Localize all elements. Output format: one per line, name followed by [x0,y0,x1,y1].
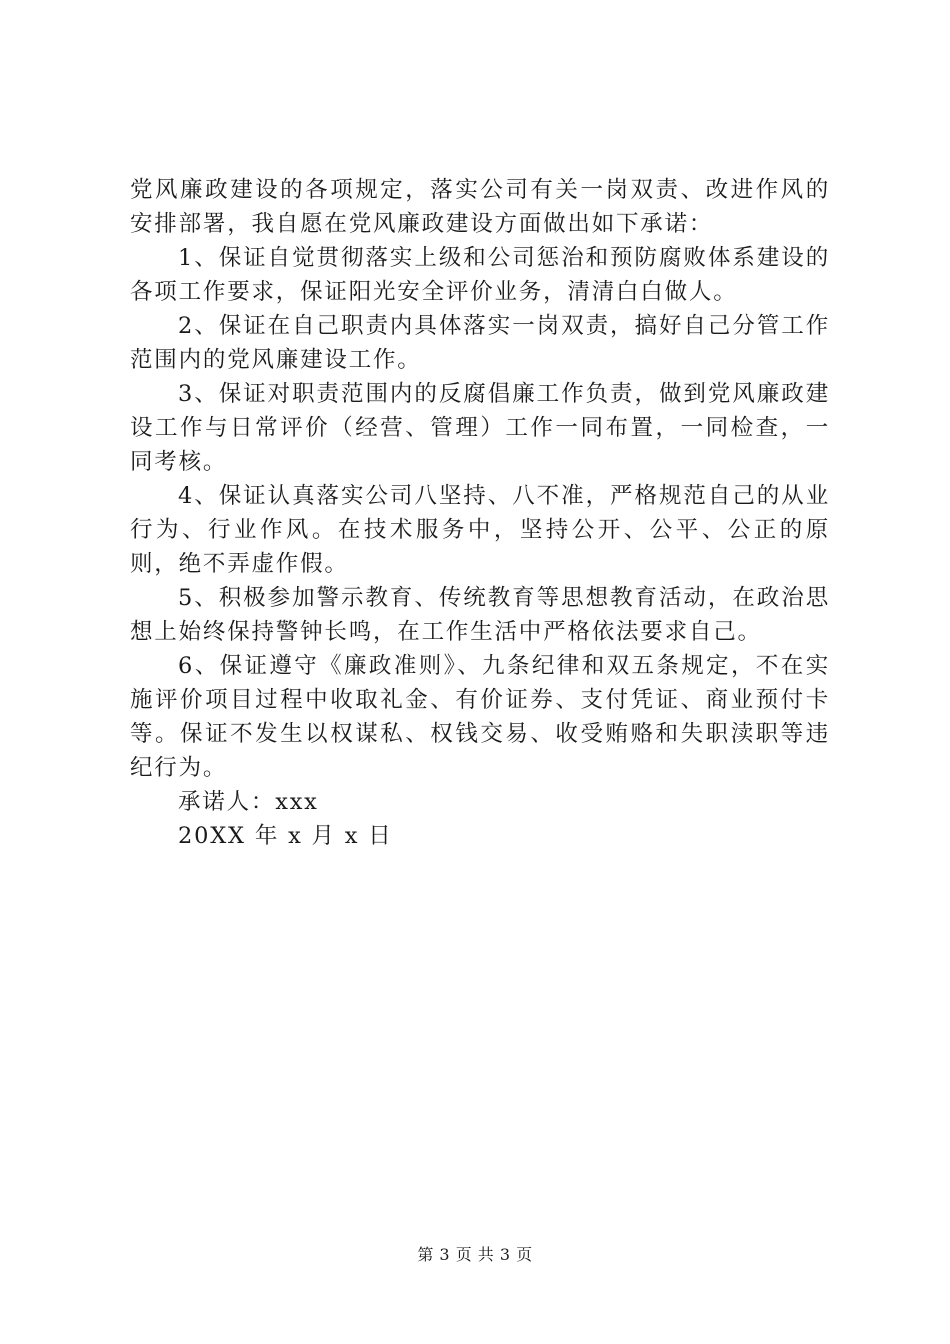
paragraph-item-3: 3、保证对职责范围内的反腐倡廉工作负责，做到党风廉政建设工作与日常评价（经营、管理）工作一同布置，一同检查，一同考核。 [130,381,830,475]
page-footer: 第 3 页 共 3 页 [417,1245,533,1264]
signatory-line: 承诺人：xxx [178,789,319,815]
paragraph-intro: 党风廉政建设的各项规定，落实公司有关一岗双责、改进作风的安排部署，我自愿在党风廉政建设方面做出如下承诺： [130,177,830,237]
document-body [130,173,830,853]
date-line: 20XX 年 x 月 x 日 [178,823,393,849]
paragraph-item-4: 4、保证认真落实公司八坚持、八不准，严格规范自己的从业行为、行业作风。在技术服务中，坚持公开、公平、公正的原则，绝不弄虚作假。 [130,483,830,577]
paragraph-item-6: 6、保证遵守《廉政准则》、九条纪律和双五条规定，不在实施评价项目过程中收取礼金、有价证券、支付凭证、商业预付卡等。保证不发生以权谋私、权钱交易、收受贿赂和失职渎职等违纪行为。 [130,653,830,781]
paragraph-item-2: 2、保证在自己职责内具体落实一岗双责，搞好自己分管工作范围内的党风廉建设工作。 [130,313,830,373]
paragraph-item-1: 1、保证自觉贯彻落实上级和公司惩治和预防腐败体系建设的各项工作要求，保证阳光安全评价业务，清清白白做人。 [130,245,830,305]
paragraph-item-5: 5、积极参加警示教育、传统教育等思想教育活动，在政治思想上始终保持警钟长鸣，在工作生活中严格依法要求自己。 [130,585,830,645]
